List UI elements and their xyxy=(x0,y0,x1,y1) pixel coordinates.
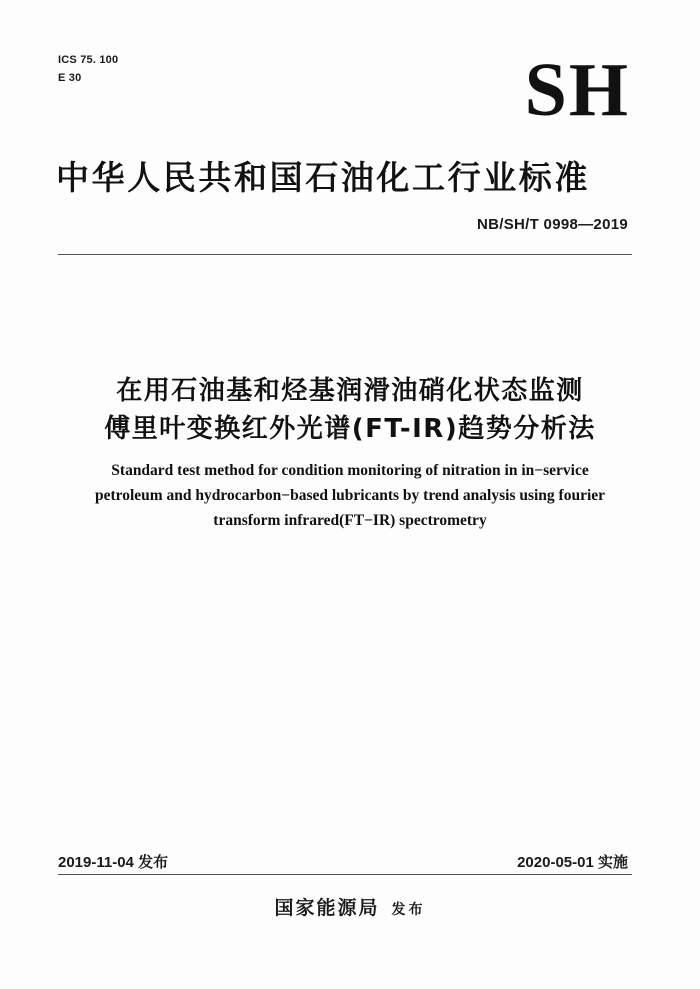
implementation-date: 2020-05-01 实施 xyxy=(517,854,628,871)
title-en-line1: Standard test method for condition monitoring of nitration in in−service xyxy=(111,462,589,479)
ccs-code: E 30 xyxy=(58,72,82,84)
ics-code: ICS 75. 100 xyxy=(58,54,119,66)
publisher xyxy=(0,893,700,920)
top-divider xyxy=(58,254,632,255)
publisher-action: 发布 xyxy=(391,902,426,918)
bottom-divider xyxy=(58,874,632,875)
title-cn-line1: 在用石油基和烃基润滑油硝化状态监测 xyxy=(116,376,584,406)
title-en-line2: petroleum and hydrocarbon−based lubricants by trend analysis using fourier xyxy=(94,487,606,504)
standard-category-title: 中华人民共和国石油化工行业标准 xyxy=(56,158,590,197)
title-cn-line2: 傅里叶变换红外光谱(FT-IR)趋势分析法 xyxy=(104,414,596,444)
standard-number: NB/SH/T 0998—2019 xyxy=(476,216,628,233)
title-en-line3: transform infrared(FT−IR) spectrometry xyxy=(213,512,487,529)
sh-logo: SH xyxy=(524,48,630,132)
publisher-name: 国家能源局 xyxy=(274,897,380,919)
issue-date: 2019-11-04 发布 xyxy=(58,854,169,871)
